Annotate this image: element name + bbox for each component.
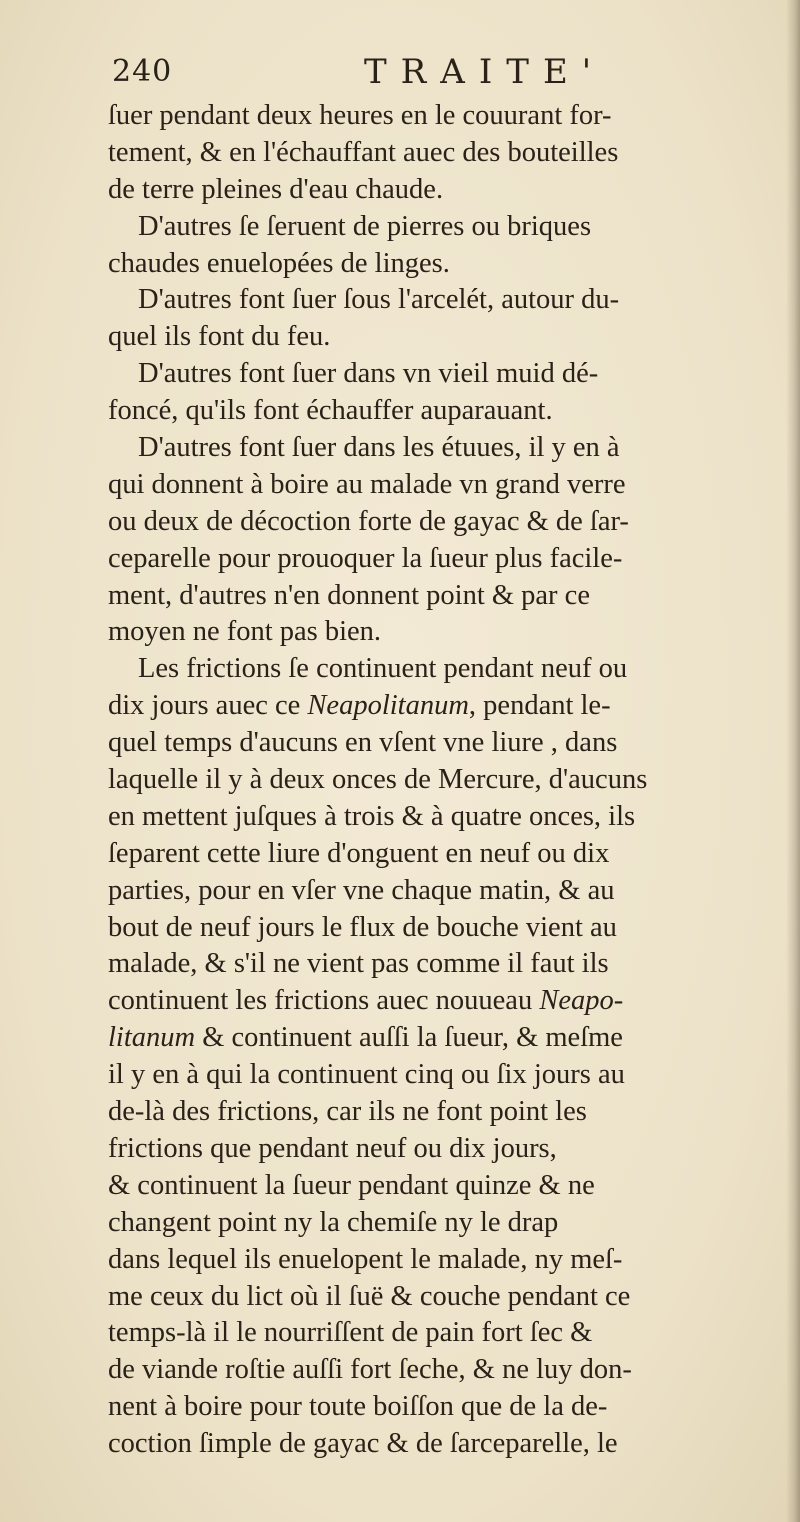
paragraph-first-line: D'autres ſe ſeruent de pierres ou briques — [138, 210, 592, 242]
text-line — [108, 688, 768, 725]
paragraph-first-line: Les frictions ſe continuent pendant neuf ou — [138, 653, 628, 685]
text-line: quel ils font du feu. — [108, 321, 331, 353]
text-line: nent à boire pour toute boiſſon que de la de- — [108, 1391, 608, 1423]
text-line: parties, pour en vſer vne chaque matin, & au — [108, 874, 615, 906]
text-run: , pendant le- — [468, 690, 611, 722]
text-line: ceparelle pour prouoquer la ſueur plus facile- — [108, 542, 623, 574]
text-line — [108, 983, 768, 1020]
text-line: de-là des frictions, car ils ne font point les — [108, 1096, 587, 1128]
text-line: temps-là il le nourriſſent de pain fort ſec & — [108, 1317, 593, 1349]
page-gutter-shadow — [786, 0, 800, 1522]
text-line: ment, d'autres n'en donnent point & par ce — [108, 579, 590, 611]
text-line: ſuer pendant deux heures en le couurant for- — [108, 100, 612, 131]
text-line: coction ſimple de gayac & de ſarceparelle, le — [108, 1428, 618, 1460]
text-line: ou deux de décoction forte de gayac & de ſar- — [108, 505, 629, 537]
text-line: laquelle il y à deux onces de Mercure, d'aucuns — [108, 764, 648, 796]
paragraph-first-line: D'autres font ſuer ſous l'arcelét, autour du- — [138, 284, 620, 316]
text-line: me ceux du lict où il ſuë & couche pendant ce — [108, 1280, 631, 1312]
text-line — [108, 1020, 768, 1057]
text-line: de viande roſtie auſſi fort ſeche, & ne luy don- — [108, 1354, 632, 1386]
text-line: de terre pleines d'eau chaude. — [108, 173, 444, 205]
page-header — [112, 52, 752, 92]
text-line: changent point ny la chemiſe ny le drap — [108, 1206, 559, 1238]
text-line: frictions que pendant neuf ou dix jours, — [108, 1132, 557, 1164]
italic-term: Neapo- — [539, 985, 624, 1017]
paragraph-first-line: D'autres font ſuer dans vn vieil muid dé- — [138, 358, 599, 390]
text-run: dix jours auec ce — [108, 690, 301, 722]
page-number: 240 — [112, 54, 173, 89]
text-line: tement, & en l'échauffant auec des bouteilles — [108, 136, 619, 168]
text-line: il y en à qui la continuent cinq ou ſix jours au — [108, 1059, 625, 1091]
running-title: TRAITE' — [364, 52, 606, 92]
text-line: moyen ne font pas bien. — [108, 616, 382, 648]
text-line: bout de neuf jours le flux de bouche vient au — [108, 911, 617, 943]
text-run: & continuent auſſi la ſueur, & meſme — [202, 1022, 623, 1054]
text-line: & continuent la ſueur pendant quinze & ne — [108, 1169, 595, 1201]
body-text — [108, 98, 768, 1463]
text-line: quel temps d'aucuns en vſent vne liure , dans — [108, 727, 618, 759]
text-line: ſeparent cette liure d'onguent en neuf ou dix — [108, 837, 610, 869]
text-line: foncé, qu'ils font échauffer auparauant. — [108, 395, 553, 427]
text-line: chaudes enuelopées de linges. — [108, 247, 450, 279]
italic-term: litanum — [108, 1022, 196, 1054]
text-line: qui donnent à boire au malade vn grand verre — [108, 468, 626, 500]
text-run: continuent les frictions auec nouueau — [108, 985, 533, 1017]
text-line: malade, & s'il ne vient pas comme il faut ils — [108, 948, 609, 980]
paragraph-first-line: D'autres font ſuer dans les étuues, il y en à — [138, 432, 620, 464]
text-line: dans lequel ils enuelopent le malade, ny meſ- — [108, 1243, 623, 1275]
italic-term: Neapolitanum — [307, 690, 469, 722]
text-line: en mettent juſques à trois & à quatre onces, ils — [108, 800, 636, 832]
